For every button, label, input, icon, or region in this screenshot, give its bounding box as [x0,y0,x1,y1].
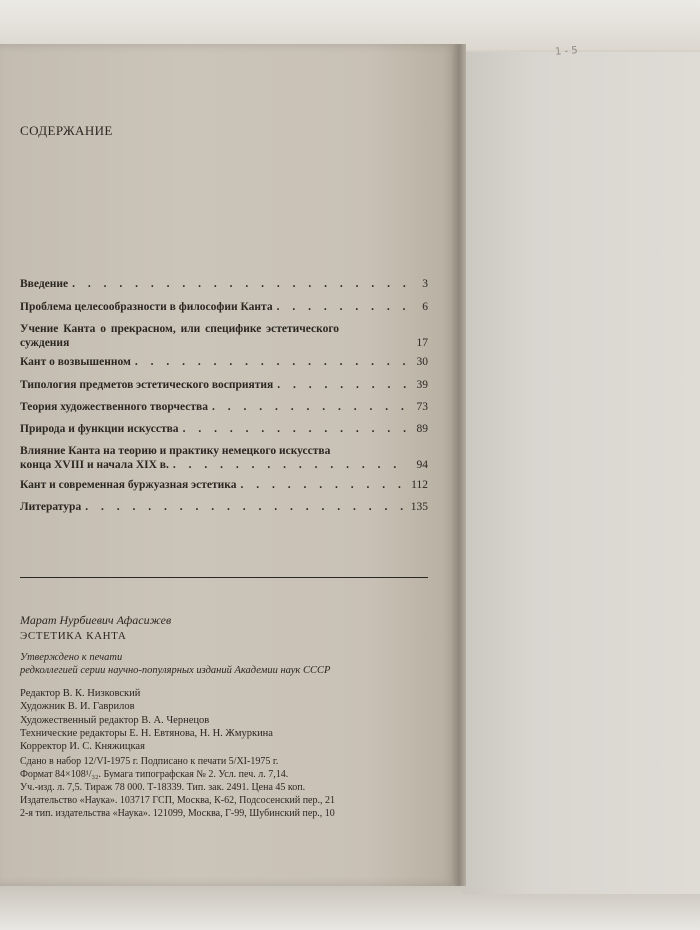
toc-entry [20,478,428,492]
imprint-details [20,755,335,820]
toc-entry-title: Проблема целесообразности в философии Канта [20,301,273,313]
toc-leader-dots [72,277,408,291]
imprint-line: Сдано в набор 12/VI-1975 г. Подписано к печати 5/XI-1975 г. [20,756,279,767]
toc-entry [20,322,428,350]
staff-line: Редактор В. К. Низковский [20,688,141,699]
toc-entry-title-cont: суждения [20,337,70,349]
toc-leader-dots [277,300,408,314]
toc-leader-dots [212,400,408,414]
toc-entry-page: 30 [416,356,428,368]
toc-leader-dots [173,458,408,472]
toc-entry-page: 39 [416,379,428,391]
staff-line: Художественный редактор В. А. Чернецов [20,714,210,726]
editorial-staff [20,687,273,753]
toc-entry [20,378,428,392]
contents-heading: СОДЕРЖАНИЕ [20,123,113,138]
toc-entry [20,400,428,414]
toc-entry-page: 94 [416,459,428,471]
staff-line: Технические редакторы Е. Н. Евтянова, Н. Н. Жмуркина [20,727,273,739]
toc-entry-page: 73 [416,401,428,413]
toc-entry-title-cont: конца XVIII и начала XIX в. [20,459,169,471]
approval-note [20,651,330,677]
toc-entry-page: 3 [422,278,428,290]
toc-entry [20,277,428,291]
toc-entry-page: 112 [411,479,428,491]
divider-rule [20,577,428,578]
approval-line: редколлегией серии научно-популярных изданий Академии наук СССР [20,665,331,676]
imprint-line: Уч.-изд. л. 7,5. Тираж 78 000. Т-18339. Тип. зак. 2491. Цена 45 коп. [20,782,306,793]
toc-leader-dots [135,355,408,369]
toc-entry-page: 17 [416,337,428,349]
right-page [462,52,700,894]
approval-line: Утверждено к печати [20,652,123,663]
toc-entry-page: 135 [410,501,428,513]
toc-entry-page: 89 [416,423,428,435]
imprint-line: Издательство «Наука». 103717 ГСП, Москва, К-62, Подсосенский пер., 21 [20,795,335,806]
imprint-line: Формат 84×108¹/₃₂. Бумага типографская № 2. Усл. печ. л. 7,14. [20,769,289,780]
background-top [0,0,700,50]
author-name: Марат Нурбиевич Афасижев [20,613,172,627]
toc-leader-dots [183,422,408,436]
pencil-margin-note: 1 - 5 [554,45,579,58]
toc-entry-title: Литература [20,501,82,513]
staff-line: Корректор И. С. Княжицкая [20,741,145,753]
toc-entry-title: Кант и современная буржуазная эстетика [20,479,237,491]
toc-leader-dots [240,478,407,492]
toc-entry-title: Учение Канта о прекрасном, или специфике эстетического [20,323,340,335]
toc-leader-dots [277,378,408,392]
book-gutter [452,44,466,886]
toc-entry-title: Введение [20,278,69,290]
imprint-line: 2-я тип. издательства «Наука». 121099, Москва, Г-99, Шубинский пер., 10 [20,808,335,819]
toc-entry-title: Теория художественного творчества [20,401,208,413]
toc-entry [20,500,428,514]
toc-entry-title: Кант о возвышенном [20,356,131,368]
staff-line: Художник В. И. Гаврилов [20,701,135,713]
toc-entry [20,355,428,369]
toc-entry [20,422,428,436]
toc-leader-dots [85,500,407,514]
toc-entry [20,300,428,314]
toc-entry-page: 6 [422,301,428,313]
toc-entry-title: Влияние Канта на теорию и практику немецкого искусства [20,445,331,457]
toc-entry-title: Типология предметов эстетического восприятия [20,379,274,391]
toc-entry-title: Природа и функции искусства [20,423,179,435]
book-title: ЭСТЕТИКА КАНТА [20,630,127,642]
toc-entry [20,444,428,472]
